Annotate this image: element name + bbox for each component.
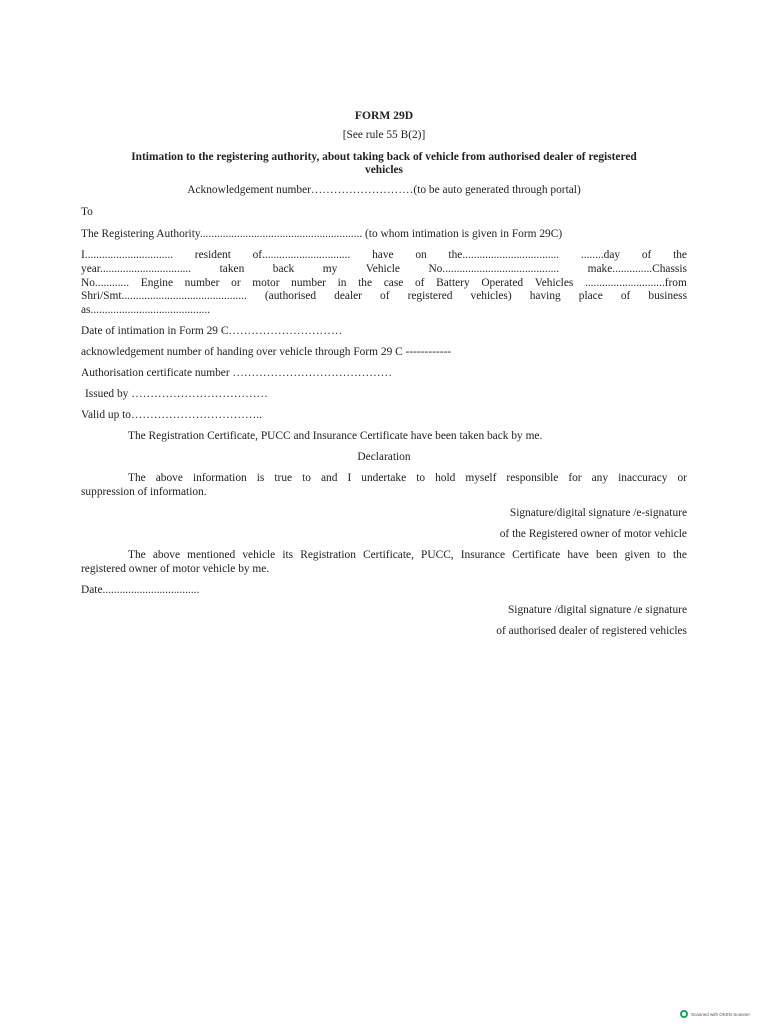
declaration-line-2: suppression of information. (81, 486, 207, 498)
word: having (529, 290, 561, 302)
word: the (673, 549, 687, 561)
word: case (383, 277, 404, 289)
word: The (128, 549, 146, 561)
word: above (155, 472, 183, 484)
word: the (673, 249, 687, 261)
word: registered (407, 290, 453, 302)
word: its (282, 549, 294, 561)
word: myself (465, 472, 497, 484)
form-title: FORM 29D (354, 109, 414, 122)
word: the (358, 277, 373, 289)
word: Certificate, (363, 549, 414, 561)
word: mentioned (187, 549, 236, 561)
scanner-watermark-text: Scanned with OKEN Scanner (690, 1011, 750, 1017)
word: hold (435, 472, 456, 484)
word: to (657, 549, 666, 561)
body-line-4 (81, 290, 687, 302)
word: is (256, 472, 265, 484)
valid-up-to-field: Valid up to…………………………….. (81, 409, 262, 421)
word: I (347, 472, 352, 484)
declaration-line-1 (128, 472, 687, 484)
word: the.................................. (448, 249, 560, 261)
word: given (624, 549, 650, 561)
word: of (380, 290, 390, 302)
word: of............................... (252, 249, 351, 261)
word: on (415, 249, 427, 261)
word: have (372, 249, 394, 261)
word: Certificate (512, 549, 561, 561)
scanner-logo-icon (680, 1010, 688, 1018)
word: The (128, 472, 146, 484)
word: to (416, 472, 426, 484)
word: inaccuracy (618, 472, 668, 484)
word: for (568, 472, 582, 484)
word: true (274, 472, 293, 484)
scanner-watermark (680, 1010, 750, 1018)
word: PUCC, (421, 549, 454, 561)
word: responsible (506, 472, 559, 484)
word: Insurance (460, 549, 506, 561)
certificates-taken-statement: The Registration Certificate, PUCC and Insurance Certificate have been taken back by me. (128, 430, 543, 442)
word: in (337, 277, 347, 289)
word: of (620, 290, 631, 302)
word: vehicles) (470, 290, 512, 302)
body-line-2 (81, 263, 687, 275)
declaration-title: Declaration (357, 451, 411, 463)
body-line-5: as.......................................... (81, 304, 211, 316)
word: any (591, 472, 609, 484)
handover-line-1 (128, 549, 687, 561)
word: and (321, 472, 338, 484)
handover-line-2: registered owner of motor vehicle by me. (81, 563, 270, 575)
dealer-signature-role: of authorised dealer of registered vehicles (496, 625, 687, 637)
form-heading-line-2: vehicles (365, 164, 403, 176)
owner-signature-label: Signature/digital signature /e-signature (509, 507, 687, 519)
date-field: Date.................................. (81, 584, 200, 596)
acknowledgement-handover-field: acknowledgement number of handing over vehicle through Form 29 C ------------ (81, 346, 452, 358)
word: to (302, 472, 311, 484)
word: or (677, 472, 687, 484)
owner-signature-role: of the Registered owner of motor vehicle (499, 528, 687, 540)
word: above (152, 549, 181, 561)
rule-reference: [See rule 55 B(2)] (342, 129, 426, 141)
word: or (231, 277, 241, 289)
word: of (641, 249, 652, 261)
word: place (578, 290, 603, 302)
word: ............................from (584, 277, 687, 289)
word: No......................................... (428, 263, 560, 275)
form-heading-line-1: Intimation to the registering authority, about taking back of vehicle from authorised dealer of registered (131, 151, 637, 163)
date-of-intimation-field: Date of intimation in Form 29 C………………………… (81, 325, 343, 337)
word: of (414, 277, 425, 289)
registering-authority-line: The Registering Authority......................................................... (to whom intimation is given in Form 29C) (81, 228, 563, 240)
word: Vehicle (365, 263, 400, 275)
word: make..............Chassis (587, 263, 687, 275)
word: No............ (81, 277, 130, 289)
word: year................................ (81, 263, 192, 275)
authorisation-certificate-field: Authorisation certificate number …………………………………… (81, 367, 392, 379)
word: my (322, 263, 338, 275)
word: Vehicles (534, 277, 574, 289)
word: back (272, 263, 295, 275)
acknowledgement-number-line: Acknowledgement number………………………(to be auto generated through portal) (187, 184, 581, 196)
word: been (595, 549, 618, 561)
word: vehicle (242, 549, 276, 561)
word: taken (219, 263, 245, 275)
body-line-1 (81, 249, 687, 261)
to-label: To (81, 206, 93, 218)
word: ........day (580, 249, 621, 261)
document-page (81, 0, 687, 1024)
word: number (184, 277, 220, 289)
word: Registration (300, 549, 356, 561)
word: I............................... (81, 249, 174, 261)
issued-by-field: Issued by ……………………………… (85, 388, 268, 400)
word: Shri/Smt............................................ (81, 290, 247, 302)
word: resident (194, 249, 231, 261)
word: have (567, 549, 589, 561)
body-line-3 (81, 277, 687, 289)
word: Operated (481, 277, 524, 289)
word: dealer (334, 290, 362, 302)
word: Engine (140, 277, 174, 289)
word: undertake (361, 472, 407, 484)
word: number (291, 277, 326, 289)
word: information (192, 472, 247, 484)
word: business (648, 290, 687, 302)
word: motor (252, 277, 280, 289)
word: (authorised (264, 290, 317, 302)
word: Battery (436, 277, 470, 289)
dealer-signature-label: Signature /digital signature /e signature (507, 604, 687, 616)
